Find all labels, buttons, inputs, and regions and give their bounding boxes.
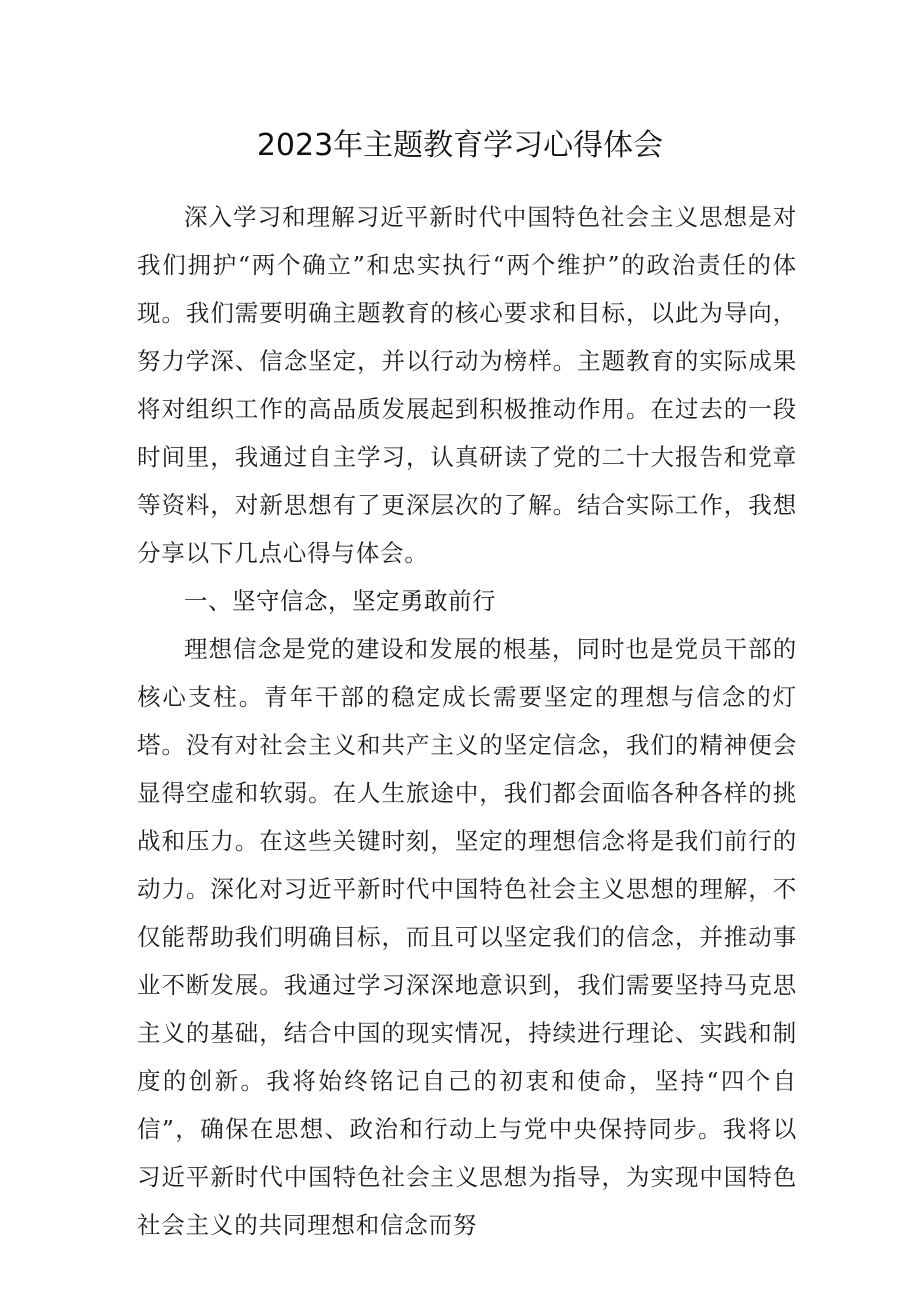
section-paragraph: 理想信念是党的建设和发展的根基，同时也是党员干部的核心支柱。青年干部的稳定成长需要坚定的理想与信念的灯塔。没有对社会主义和共产主义的坚定信念，我们的精神便会显得空虚和软弱。在人生旅途中，我们都会面临各种各样的挑战和压力。在这些关键时刻，坚定的理想信念将是我们前行的动力。深化对习近平新时代中国特色社会主义思想的理解，不仅能帮助我们明确目标，而且可以坚定我们的信念，并推动事业不断发展。我通过学习深深地意识到，我们需要坚持马克思主义的基础，结合中国的现实情况，持续进行理论、实践和制度的创新。我将始终铭记自己的初衷和使命，坚持“四个自信”，确保在思想、政治和行动上与党中央保持同步。我将以习近平新时代中国特色社会主义思想为指导，为实现中国特色社会主义的共同理想和信念而努 <box>137 635 797 1239</box>
intro-paragraph: 深入学习和理解习近平新时代中国特色社会主义思想是对我们拥护“两个确立”和忠实执行“两个维护”的政治责任的体现。我们需要明确主题教育的核心要求和目标，以此为导向，努力学深、信念坚定，并以行动为榜样。主题教育的实际成果将对组织工作的高品质发展起到积极推动作用。在过去的一段时间里，我通过自主学习，认真研读了党的二十大报告和党章等资料，对新思想有了更深层次的了解。结合实际工作，我想分享以下几点心得与体会。 <box>137 203 797 567</box>
section-heading: 一、坚守信念，坚定勇敢前行 <box>184 587 496 615</box>
document-title: 2023年主题教育学习心得体会 <box>256 128 664 163</box>
document-body <box>137 193 797 1249</box>
